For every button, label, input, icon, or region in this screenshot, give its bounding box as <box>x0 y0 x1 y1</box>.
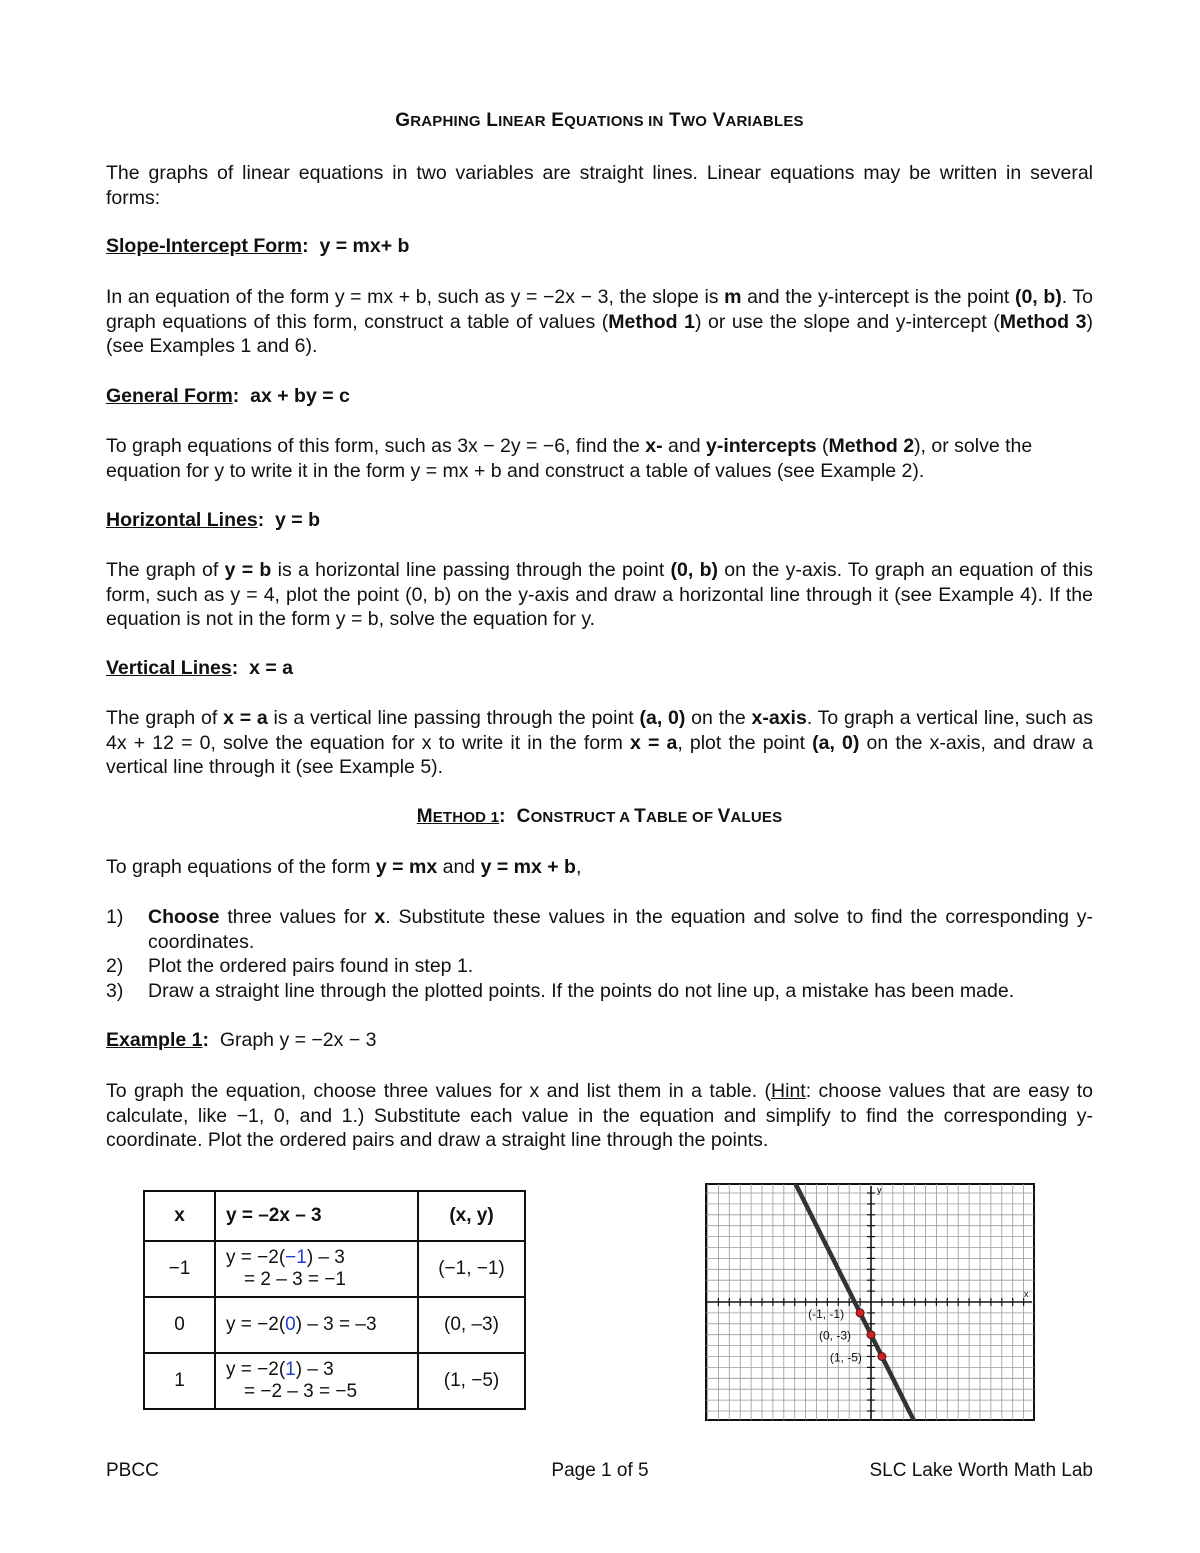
cell-calc: y = −2(−1) – 3 = 2 – 3 = −1 <box>215 1241 418 1297</box>
slope-intercept-heading: Slope-Intercept Form: y = mx+ b <box>106 235 410 257</box>
data-point-label: (1, -5) <box>829 1350 862 1365</box>
header-equation: y = –2x – 3 <box>215 1191 418 1241</box>
cell-pair: (0, –3) <box>418 1297 525 1353</box>
table-row <box>144 1297 525 1353</box>
step-3: 3) Draw a straight line through the plotted points. If the points do not line up, a mistake has been made. <box>106 979 1015 1002</box>
data-point <box>867 1331 875 1339</box>
example1-paragraph: To graph the equation, choose three values for x and list them in a table. (Hint: choose values that are easy to calculate, like −1, 0, and 1.) Substitute each value in the equation and simplify to find the corresponding y-coordinate. Plot the ordered pairs and draw a straight line through the points. <box>106 1080 1093 1151</box>
values-table <box>143 1190 526 1410</box>
footer-right: SLC Lake Worth Math Lab <box>869 1460 1093 1481</box>
method1-steps <box>106 905 1093 1003</box>
data-point-label: (-1, -1) <box>808 1306 845 1321</box>
vertical-lines-heading: Vertical Lines: x = a <box>106 657 293 679</box>
intro-paragraph: The graphs of linear equations in two variables are straight lines. Linear equations may be written in several forms: <box>106 162 1093 209</box>
page-title: GRAPHING LINEAR EQUATIONS IN TWO VARIABLES <box>395 110 804 131</box>
step-2: 2) Plot the ordered pairs found in step 1. <box>106 955 474 977</box>
table-row <box>144 1241 525 1297</box>
horizontal-lines-paragraph: The graph of y = b is a horizontal line passing through the point (0, b) on the y-axis. To graph an equation of this form, such as y = 4, plot the point (0, b) on the y-axis and draw a horizontal line through it (see Example 4). If the equation is not in the form y = b, solve the equation for y. <box>106 559 1093 630</box>
footer-left: PBCC <box>106 1460 159 1481</box>
example1-heading: Example 1: Graph y = −2x − 3 <box>106 1029 377 1051</box>
footer-page-number: Page 1 of 5 <box>551 1460 649 1481</box>
header-pair: (x, y) <box>418 1191 525 1241</box>
line-graph <box>705 1183 1035 1423</box>
data-point-label: (0, -3) <box>819 1328 852 1343</box>
x-axis-label: x <box>1024 1289 1029 1299</box>
cell-calc: y = −2(0) – 3 = –3 <box>215 1297 418 1353</box>
general-form-paragraph: To graph equations of this form, such as 3x − 2y = −6, find the x- and y-intercepts (Method 2), or solve the equation for y to write it in the form y = mx + b and construct a table of values (see Example 2). <box>106 435 1033 482</box>
data-point <box>856 1309 864 1317</box>
step-1: 1) Choose three values for x. Substitute these values in the equation and solve to find the corresponding y-coordinates. <box>106 906 1093 953</box>
method1-intro: To graph equations of the form y = mx and y = mx + b, <box>106 856 582 878</box>
slope-intercept-paragraph: In an equation of the form y = mx + b, such as y = −2x − 3, the slope is m and the y-intercept is the point (0, b). To graph equations of this form, construct a table of values (Method 1) or use the slope and y-intercept (Method 3) (see Examples 1 and 6). <box>106 286 1094 357</box>
cell-x: −1 <box>144 1241 215 1297</box>
method1-heading: METHOD 1: CONSTRUCT A TABLE OF VALUES <box>416 806 783 827</box>
header-x: x <box>144 1191 215 1241</box>
cell-pair: (1, −5) <box>418 1353 525 1409</box>
data-point <box>878 1353 886 1361</box>
cell-x: 1 <box>144 1353 215 1409</box>
cell-pair: (−1, −1) <box>418 1241 525 1297</box>
cell-calc: y = −2(1) – 3 = −2 – 3 = −5 <box>215 1353 418 1409</box>
horizontal-lines-heading: Horizontal Lines: y = b <box>106 509 321 531</box>
vertical-lines-paragraph: The graph of x = a is a vertical line passing through the point (a, 0) on the x-axis. To graph a vertical line, such as 4x + 12 = 0, solve the equation for x to write it in the form x = a, plot the point (a, 0) on the x-axis, and draw a vertical line through it (see Example 5). <box>106 707 1093 778</box>
cell-x: 0 <box>144 1297 215 1353</box>
table-header-row <box>144 1191 525 1241</box>
table-row <box>144 1353 525 1409</box>
y-axis-label: y <box>877 1185 882 1195</box>
general-form-heading: General Form: ax + by = c <box>106 385 350 407</box>
